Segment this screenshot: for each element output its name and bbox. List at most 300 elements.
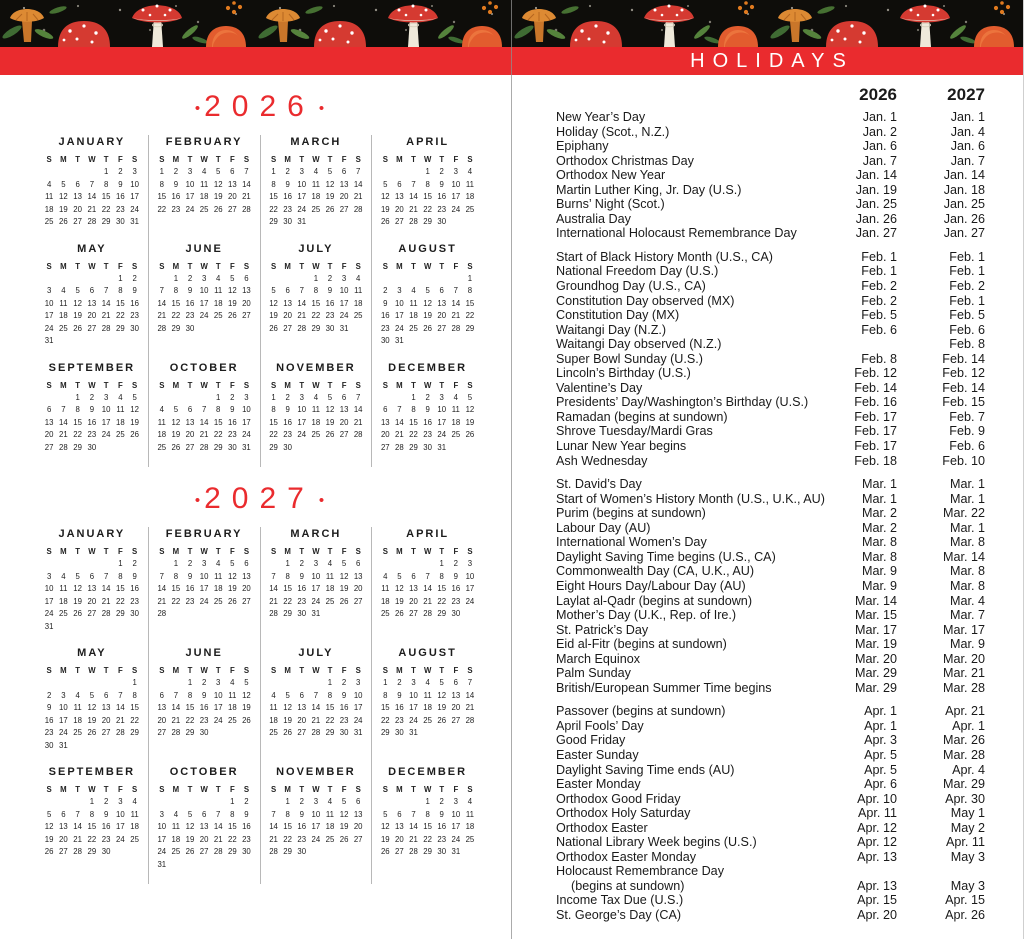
- day-cell: 9: [103, 809, 109, 819]
- weekday-header: T: [327, 785, 333, 794]
- weekday-header: M: [396, 785, 403, 794]
- day-cell: 26: [395, 609, 404, 618]
- empty-day-cell: [267, 677, 281, 690]
- day-cell: 17: [101, 417, 111, 427]
- column-header-2026: 2026: [859, 85, 897, 104]
- day-cell: 18: [451, 417, 461, 427]
- day-cell: 14: [269, 822, 278, 831]
- day-cell: 5: [230, 559, 235, 568]
- weekday-header: S: [46, 380, 52, 390]
- weekday-header: S: [132, 261, 138, 271]
- day-cell: 11: [325, 809, 335, 819]
- day-cell: 8: [75, 405, 80, 414]
- day-cell: 1: [271, 167, 276, 176]
- day-cell: 18: [465, 192, 475, 201]
- day-cell: 16: [87, 417, 97, 427]
- day-cell: 12: [73, 298, 82, 308]
- day-cell: 15: [185, 703, 195, 712]
- day-cell: 5: [397, 571, 402, 581]
- day-cell: 11: [269, 703, 278, 712]
- day-cell: 29: [101, 217, 111, 226]
- mushroom-banner: [0, 0, 1024, 47]
- empty-day-cell: [71, 677, 85, 690]
- year-title-2026: [36, 90, 483, 124]
- holiday-name: Lunar New Year begins: [556, 439, 687, 454]
- holiday-date-2026: Apr. 10: [857, 791, 897, 806]
- day-cell: 19: [283, 715, 292, 725]
- day-cell: 14: [465, 690, 475, 700]
- day-cell: 12: [59, 192, 68, 201]
- day-cell: 5: [230, 273, 235, 283]
- day-cell: 2: [425, 392, 430, 402]
- day-cell: 3: [397, 286, 402, 295]
- day-cell: 8: [467, 286, 473, 295]
- empty-day-cell: [56, 796, 70, 809]
- weekday-header: T: [299, 785, 305, 794]
- empty-day-cell: [56, 273, 70, 286]
- day-cell: 5: [75, 571, 80, 581]
- holiday-date-2027: Mar. 21: [943, 666, 985, 681]
- day-cell: 24: [311, 596, 321, 606]
- day-cell: 6: [244, 559, 249, 568]
- day-cell: 9: [173, 179, 179, 189]
- day-cell: 14: [395, 417, 404, 427]
- day-cell: 20: [157, 715, 167, 725]
- month-title: DECEMBER: [388, 766, 468, 778]
- year-2027-label: 2027: [204, 482, 315, 515]
- day-cell: 14: [73, 822, 82, 831]
- day-cell: 6: [397, 179, 402, 189]
- weekday-header: F: [453, 155, 459, 164]
- month-day-grid: [378, 664, 477, 740]
- day-cell: 24: [59, 728, 68, 737]
- month-july: [260, 646, 372, 765]
- day-cell: 13: [242, 286, 251, 295]
- holiday-name: Orthodox Holy Saturday: [556, 806, 691, 821]
- day-cell: 15: [409, 417, 418, 427]
- day-cell: 15: [87, 822, 97, 831]
- red-header-bar: [0, 47, 1024, 75]
- month-february: [148, 135, 260, 242]
- day-cell: 2: [285, 167, 290, 176]
- weekday-header: T: [299, 155, 305, 164]
- month-day-grid: [155, 260, 254, 336]
- weekday-header: M: [396, 380, 403, 390]
- empty-day-cell: [406, 558, 420, 571]
- holiday-row: [556, 395, 985, 410]
- day-cell: 24: [130, 204, 139, 214]
- holiday-name: Palm Sunday: [556, 666, 631, 681]
- weekday-header: F: [229, 785, 235, 794]
- holiday-date-2026: Apr. 13: [857, 849, 897, 864]
- holiday-date-2027: Apr. 30: [945, 791, 985, 806]
- day-cell: 30: [325, 323, 335, 333]
- holiday-date-2026: Mar. 1: [862, 491, 897, 506]
- day-cell: 16: [242, 822, 251, 831]
- day-cell: 19: [437, 703, 447, 712]
- day-cell: 22: [283, 834, 292, 844]
- weekday-header: W: [88, 261, 96, 271]
- day-cell: 28: [116, 728, 125, 737]
- day-cell: 30: [130, 323, 139, 333]
- day-cell: 24: [297, 204, 307, 214]
- day-cell: 23: [185, 596, 195, 606]
- day-cell: 6: [341, 167, 347, 176]
- day-cell: 8: [285, 571, 290, 581]
- day-cell: 5: [271, 286, 276, 295]
- day-cell: 8: [383, 690, 388, 700]
- day-cell: 29: [409, 442, 418, 452]
- day-cell: 27: [185, 442, 195, 452]
- day-cell: 23: [199, 715, 209, 725]
- empty-day-cell: [421, 273, 435, 286]
- day-cell: 25: [451, 430, 461, 439]
- day-cell: 14: [87, 192, 97, 201]
- weekday-header: T: [215, 261, 221, 271]
- day-cell: 1: [271, 392, 276, 402]
- day-cell: 28: [353, 204, 363, 214]
- weekday-header: S: [159, 261, 165, 271]
- day-cell: 17: [199, 584, 209, 593]
- day-cell: 27: [242, 311, 251, 320]
- weekday-header: T: [327, 261, 333, 271]
- empty-day-cell: [169, 796, 183, 809]
- holiday-date-2026: Apr. 11: [858, 806, 897, 821]
- day-cell: 24: [116, 834, 125, 844]
- day-cell: 13: [339, 405, 349, 414]
- day-cell: 16: [437, 822, 447, 831]
- weekday-header: T: [327, 547, 333, 556]
- day-cell: 1: [118, 273, 123, 283]
- day-cell: 22: [269, 430, 278, 439]
- day-cell: 12: [339, 571, 349, 581]
- weekday-header: M: [396, 547, 403, 556]
- day-cell: 25: [213, 311, 223, 320]
- weekday-header: W: [423, 380, 432, 390]
- day-cell: 4: [216, 273, 221, 283]
- day-cell: 24: [451, 204, 461, 214]
- weekday-header: S: [243, 666, 250, 675]
- bullet-dot: •: [194, 492, 201, 509]
- month-day-grid: [155, 379, 254, 455]
- holiday-name: Orthodox Good Friday: [556, 791, 681, 806]
- day-cell: 3: [201, 559, 207, 568]
- day-cell: 23: [87, 430, 97, 439]
- day-cell: 26: [59, 217, 68, 226]
- day-cell: 23: [171, 204, 181, 214]
- holiday-date-2026: Apr. 1: [864, 718, 897, 733]
- day-cell: 10: [44, 584, 54, 593]
- day-cell: 4: [201, 167, 207, 176]
- holiday-row: [556, 294, 985, 309]
- holiday-name: National Library Week begins (U.S.): [556, 835, 757, 850]
- day-cell: 5: [46, 809, 52, 819]
- month-title: JUNE: [185, 242, 223, 255]
- day-cell: 20: [73, 204, 82, 214]
- day-cell: 27: [395, 847, 404, 856]
- day-cell: 8: [411, 405, 416, 414]
- day-cell: 29: [116, 609, 125, 618]
- empty-day-cell: [155, 273, 169, 286]
- day-cell: 19: [171, 430, 181, 439]
- day-cell: 22: [171, 596, 181, 606]
- day-cell: 2: [103, 797, 109, 806]
- holiday-date-2027: Jan. 18: [943, 182, 985, 197]
- day-cell: 26: [73, 323, 82, 333]
- day-cell: 9: [118, 179, 123, 189]
- day-cell: 12: [185, 822, 195, 831]
- day-cell: 10: [297, 405, 307, 414]
- empty-day-cell: [99, 273, 113, 286]
- day-cell: 18: [325, 584, 335, 593]
- day-cell: 13: [353, 809, 363, 819]
- day-cell: 11: [228, 690, 237, 700]
- weekday-header: T: [103, 547, 109, 556]
- holiday-row: [556, 250, 985, 265]
- empty-day-cell: [99, 677, 113, 690]
- weekday-header: S: [467, 666, 473, 675]
- holiday-date-2027: Apr. 1: [952, 718, 985, 733]
- holiday-date-2026: Apr. 3: [864, 733, 897, 748]
- holiday-row: [556, 893, 985, 908]
- month-title: SEPTEMBER: [48, 361, 136, 374]
- day-cell: 8: [271, 405, 276, 414]
- month-march: [260, 135, 372, 242]
- calendar-page: [0, 75, 511, 939]
- day-cell: 1: [89, 797, 95, 806]
- weekday-header: S: [270, 155, 277, 164]
- month-title: FEBRUARY: [165, 136, 243, 148]
- weekday-header: M: [284, 380, 291, 390]
- day-cell: 7: [75, 809, 80, 819]
- day-cell: 12: [325, 405, 335, 414]
- weekday-header: M: [284, 666, 291, 675]
- day-cell: 8: [89, 809, 95, 819]
- day-cell: 6: [285, 286, 290, 295]
- day-cell: 15: [227, 822, 237, 831]
- weekday-header: W: [312, 261, 320, 271]
- holiday-name: Commonwealth Day (CA, U.K., AU): [556, 564, 755, 579]
- day-cell: 17: [451, 192, 461, 201]
- month-title: APRIL: [406, 136, 450, 148]
- day-cell: 19: [325, 192, 335, 201]
- day-cell: 6: [411, 571, 416, 581]
- day-cell: 10: [116, 809, 125, 819]
- weekday-header: F: [229, 666, 235, 675]
- day-cell: 9: [187, 571, 193, 581]
- day-cell: 18: [311, 192, 321, 201]
- day-cell: 30: [451, 609, 461, 618]
- day-cell: 19: [269, 311, 278, 320]
- day-cell: 11: [200, 179, 209, 189]
- day-cell: 12: [325, 179, 335, 189]
- month-title: JUNE: [185, 647, 223, 659]
- holiday-row: [556, 197, 985, 212]
- day-cell: 11: [451, 405, 460, 414]
- weekday-header: S: [243, 261, 250, 271]
- day-cell: 13: [380, 417, 390, 427]
- day-cell: 2: [201, 678, 207, 687]
- day-cell: 15: [283, 822, 292, 831]
- empty-day-cell: [281, 677, 295, 690]
- weekday-header: T: [187, 380, 193, 390]
- weekday-header: S: [46, 155, 52, 164]
- weekday-header: W: [423, 155, 432, 164]
- day-cell: 6: [61, 809, 66, 819]
- weekday-header: T: [327, 380, 333, 390]
- holiday-date-2026: [835, 337, 897, 352]
- day-cell: 24: [199, 311, 209, 320]
- day-cell: 18: [130, 822, 139, 831]
- holiday-date-2026: Mar. 15: [855, 608, 897, 623]
- holiday-row: [556, 308, 985, 323]
- weekday-header: F: [341, 547, 347, 556]
- day-cell: 7: [159, 571, 164, 581]
- day-cell: 1: [327, 678, 333, 687]
- weekday-header: S: [382, 155, 388, 164]
- day-cell: 11: [214, 571, 223, 581]
- day-cell: 24: [339, 311, 349, 320]
- day-cell: 19: [339, 584, 349, 593]
- day-cell: 24: [213, 715, 223, 725]
- day-cell: 4: [75, 690, 80, 700]
- day-cell: 1: [103, 167, 109, 176]
- day-cell: 19: [423, 311, 432, 320]
- day-cell: 2: [46, 690, 52, 700]
- day-cell: 11: [171, 822, 180, 831]
- holiday-date-2026: Feb. 6: [861, 322, 897, 337]
- day-cell: 3: [356, 678, 361, 687]
- holiday-date-2026: Feb. 18: [854, 453, 897, 468]
- holiday-row: [556, 652, 985, 667]
- weekday-header: T: [439, 547, 445, 556]
- day-cell: 2: [244, 797, 249, 806]
- day-cell: 2: [439, 167, 444, 176]
- day-cell: 9: [132, 571, 137, 581]
- day-cell: 17: [311, 584, 321, 593]
- day-cell: 18: [409, 311, 418, 320]
- holiday-date-2027: Feb. 14: [942, 351, 985, 366]
- day-cell: 28: [157, 609, 167, 618]
- red-bar-right: [512, 47, 1024, 75]
- weekday-header: F: [341, 785, 347, 794]
- day-cell: 16: [451, 584, 461, 593]
- holiday-name: Orthodox Easter: [556, 820, 648, 835]
- day-cell: 6: [299, 690, 304, 700]
- weekday-header: W: [312, 785, 320, 794]
- day-cell: 18: [73, 715, 82, 725]
- weekday-header: F: [117, 261, 123, 271]
- holiday-date-2027: Mar. 14: [943, 549, 985, 564]
- day-cell: 11: [465, 809, 474, 819]
- day-cell: 15: [171, 584, 181, 593]
- holiday-row: [556, 410, 985, 425]
- day-cell: 13: [185, 417, 195, 427]
- day-cell: 12: [380, 822, 390, 831]
- holiday-section: [556, 704, 985, 922]
- holiday-date-2026: Mar. 19: [855, 637, 897, 652]
- day-cell: 9: [285, 179, 290, 189]
- month-title: MARCH: [290, 136, 342, 148]
- day-cell: 16: [199, 703, 209, 712]
- weekday-header: S: [270, 380, 277, 390]
- holiday-row: [556, 623, 985, 638]
- day-cell: 14: [101, 584, 111, 593]
- day-cell: 18: [199, 192, 209, 201]
- empty-day-cell: [309, 677, 323, 690]
- page-spread: [0, 75, 1024, 939]
- day-cell: 17: [185, 192, 195, 201]
- day-cell: 26: [227, 596, 237, 606]
- day-cell: 7: [467, 678, 473, 687]
- day-cell: 20: [227, 192, 237, 201]
- day-cell: 25: [227, 715, 237, 725]
- weekday-header: S: [467, 785, 473, 794]
- day-cell: 25: [59, 323, 68, 333]
- day-cell: 14: [269, 584, 278, 593]
- weekday-header: T: [75, 155, 80, 164]
- holiday-name: St. David’s Day: [556, 477, 642, 492]
- empty-day-cell: [392, 796, 406, 809]
- day-cell: 23: [423, 430, 432, 439]
- day-cell: 16: [227, 417, 237, 427]
- empty-day-cell: [378, 796, 392, 809]
- day-cell: 11: [59, 584, 68, 593]
- day-cell: 12: [395, 584, 404, 593]
- day-cell: 8: [285, 809, 290, 819]
- weekday-header: W: [200, 380, 208, 390]
- empty-day-cell: [155, 677, 169, 690]
- day-cell: 22: [283, 596, 292, 606]
- day-cell: 20: [409, 596, 418, 606]
- weekday-header: S: [243, 547, 250, 556]
- day-cell: 9: [341, 690, 347, 700]
- bullet-dot: •: [194, 100, 201, 117]
- holiday-date-2027: Feb. 6: [949, 439, 985, 454]
- day-cell: 3: [439, 392, 444, 402]
- day-cell: 3: [411, 678, 416, 687]
- holiday-date-2026: Jan. 6: [862, 139, 897, 154]
- day-cell: 4: [313, 167, 319, 176]
- month-title: JANUARY: [58, 136, 126, 148]
- day-cell: 1: [173, 273, 179, 283]
- holiday-name: Income Tax Due (U.S.): [556, 893, 684, 908]
- day-cell: 20: [87, 311, 97, 320]
- day-cell: 6: [383, 405, 388, 414]
- holiday-name: Laylat al-Qadr (begins at sundown): [556, 593, 753, 608]
- day-cell: 13: [44, 417, 54, 427]
- weekday-header: S: [46, 261, 52, 271]
- day-cell: 29: [380, 728, 390, 737]
- month-day-grid: [378, 379, 477, 455]
- day-cell: 16: [130, 298, 139, 308]
- day-cell: 26: [73, 609, 82, 618]
- day-cell: 30: [87, 442, 97, 452]
- weekday-header: T: [215, 666, 221, 675]
- day-cell: 13: [437, 298, 447, 308]
- holiday-date-2026: Feb. 1: [861, 249, 897, 264]
- weekday-header: S: [355, 785, 361, 794]
- weekday-header: F: [117, 547, 123, 556]
- day-cell: 5: [187, 809, 193, 819]
- day-cell: 1: [230, 797, 235, 806]
- day-cell: 2: [299, 797, 304, 806]
- day-cell: 18: [213, 298, 223, 308]
- holiday-row: [556, 212, 985, 227]
- month-title: JANUARY: [58, 528, 126, 540]
- holiday-name: Ramadan (begins at sundown): [556, 409, 728, 424]
- day-cell: 7: [103, 571, 109, 581]
